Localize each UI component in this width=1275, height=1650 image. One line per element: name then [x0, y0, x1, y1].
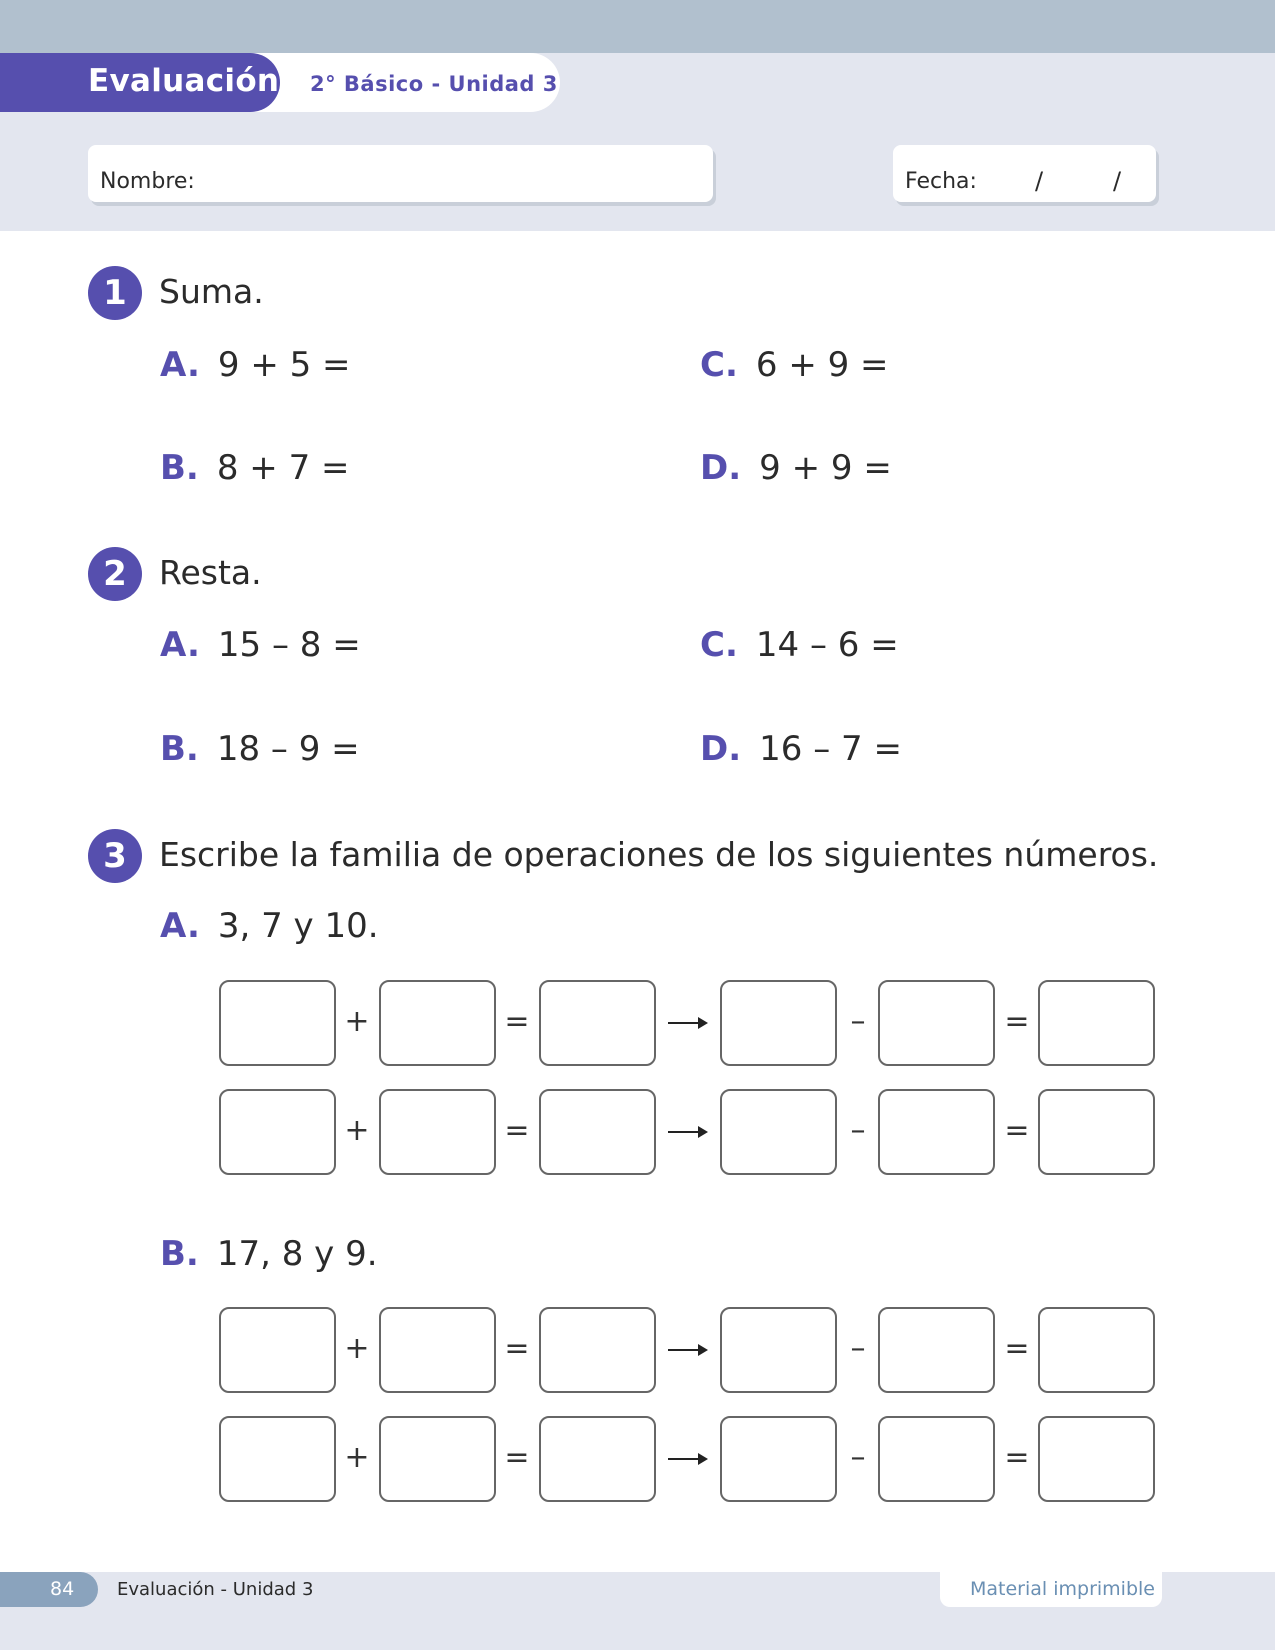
item-expression: 6 + 9 = — [755, 345, 889, 385]
date-separator: / — [1113, 167, 1122, 195]
item-letter: D. — [700, 448, 742, 488]
item-expression: 9 + 5 = — [217, 345, 351, 385]
name-field[interactable] — [88, 145, 713, 202]
item-letter: B. — [160, 729, 199, 769]
answer-box[interactable] — [379, 980, 496, 1066]
item-numbers: 17, 8 y 9. — [216, 1234, 378, 1274]
equals-sign: = — [1004, 1113, 1030, 1148]
equals-sign: = — [504, 1440, 530, 1475]
exercise-item — [160, 448, 350, 488]
date-field[interactable] — [893, 145, 1156, 202]
item-letter: D. — [700, 729, 742, 769]
date-separator: / — [1035, 167, 1044, 195]
item-expression: 8 + 7 = — [216, 448, 350, 488]
item-numbers: 3, 7 y 10. — [217, 906, 379, 946]
item-expression: 15 – 8 = — [217, 625, 361, 665]
page-title: Evaluación — [88, 63, 280, 99]
answer-box[interactable] — [219, 980, 336, 1066]
minus-sign: – — [850, 1113, 866, 1148]
exercise-item — [700, 448, 892, 488]
answer-box[interactable] — [539, 1307, 656, 1393]
plus-sign: + — [344, 1004, 370, 1039]
item-letter: A. — [160, 906, 200, 946]
equals-sign: = — [504, 1113, 530, 1148]
arrow-right-icon — [668, 1125, 708, 1139]
item-letter: A. — [160, 625, 200, 665]
plus-sign: + — [344, 1113, 370, 1148]
question-number-badge: 2 — [88, 547, 142, 601]
answer-box[interactable] — [878, 980, 995, 1066]
item-expression: 18 – 9 = — [216, 729, 360, 769]
item-letter: B. — [160, 448, 199, 488]
exercise-part — [160, 1234, 378, 1274]
answer-box[interactable] — [539, 1089, 656, 1175]
top-strip — [0, 0, 1275, 53]
name-label: Nombre: — [100, 169, 195, 194]
answer-box[interactable] — [1038, 1307, 1155, 1393]
footer-section: Evaluación - Unidad 3 — [117, 1579, 314, 1600]
item-expression: 9 + 9 = — [759, 448, 892, 488]
equals-sign: = — [504, 1004, 530, 1039]
answer-box[interactable] — [878, 1307, 995, 1393]
item-expression: 14 – 6 = — [755, 625, 899, 665]
equals-sign: = — [1004, 1440, 1030, 1475]
arrow-right-icon — [668, 1343, 708, 1357]
item-letter: A. — [160, 345, 200, 385]
answer-box[interactable] — [1038, 1089, 1155, 1175]
equals-sign: = — [1004, 1331, 1030, 1366]
equals-sign: = — [504, 1331, 530, 1366]
equals-sign: = — [1004, 1004, 1030, 1039]
question-number-badge: 1 — [88, 266, 142, 320]
answer-box[interactable] — [878, 1089, 995, 1175]
item-letter: C. — [700, 625, 738, 665]
arrow-right-icon — [668, 1016, 708, 1030]
question-instruction: Escribe la familia de operaciones de los siguientes números. — [159, 835, 1159, 874]
answer-box[interactable] — [720, 1089, 837, 1175]
answer-box[interactable] — [720, 1416, 837, 1502]
item-expression: 16 – 7 = — [759, 729, 902, 769]
question-instruction: Resta. — [159, 553, 262, 592]
answer-box[interactable] — [1038, 1416, 1155, 1502]
answer-box[interactable] — [539, 1416, 656, 1502]
exercise-item — [700, 729, 902, 769]
minus-sign: – — [850, 1004, 866, 1039]
page-number: 84 — [50, 1578, 75, 1600]
exercise-item — [160, 345, 351, 385]
question-instruction: Suma. — [159, 272, 264, 311]
page-number-pill — [0, 1572, 98, 1607]
date-label: Fecha: — [905, 169, 977, 194]
title-tab — [0, 53, 280, 112]
material-pill — [940, 1572, 1162, 1607]
exercise-part — [160, 906, 379, 946]
minus-sign: – — [850, 1331, 866, 1366]
answer-box[interactable] — [219, 1416, 336, 1502]
answer-box[interactable] — [720, 980, 837, 1066]
minus-sign: – — [850, 1440, 866, 1475]
answer-box[interactable] — [379, 1089, 496, 1175]
answer-box[interactable] — [219, 1307, 336, 1393]
exercise-item — [700, 625, 899, 665]
question-number-badge: 3 — [88, 829, 142, 883]
subtitle-pill — [250, 53, 560, 112]
plus-sign: + — [344, 1331, 370, 1366]
material-label: Material imprimible — [970, 1578, 1155, 1600]
exercise-item — [700, 345, 889, 385]
plus-sign: + — [344, 1440, 370, 1475]
answer-box[interactable] — [720, 1307, 837, 1393]
page-subtitle: 2° Básico - Unidad 3 — [310, 72, 558, 96]
answer-box[interactable] — [1038, 980, 1155, 1066]
arrow-right-icon — [668, 1452, 708, 1466]
exercise-item — [160, 625, 361, 665]
answer-box[interactable] — [878, 1416, 995, 1502]
exercise-item — [160, 729, 360, 769]
item-letter: C. — [700, 345, 738, 385]
answer-box[interactable] — [539, 980, 656, 1066]
answer-box[interactable] — [219, 1089, 336, 1175]
answer-box[interactable] — [379, 1416, 496, 1502]
item-letter: B. — [160, 1234, 199, 1274]
answer-box[interactable] — [379, 1307, 496, 1393]
